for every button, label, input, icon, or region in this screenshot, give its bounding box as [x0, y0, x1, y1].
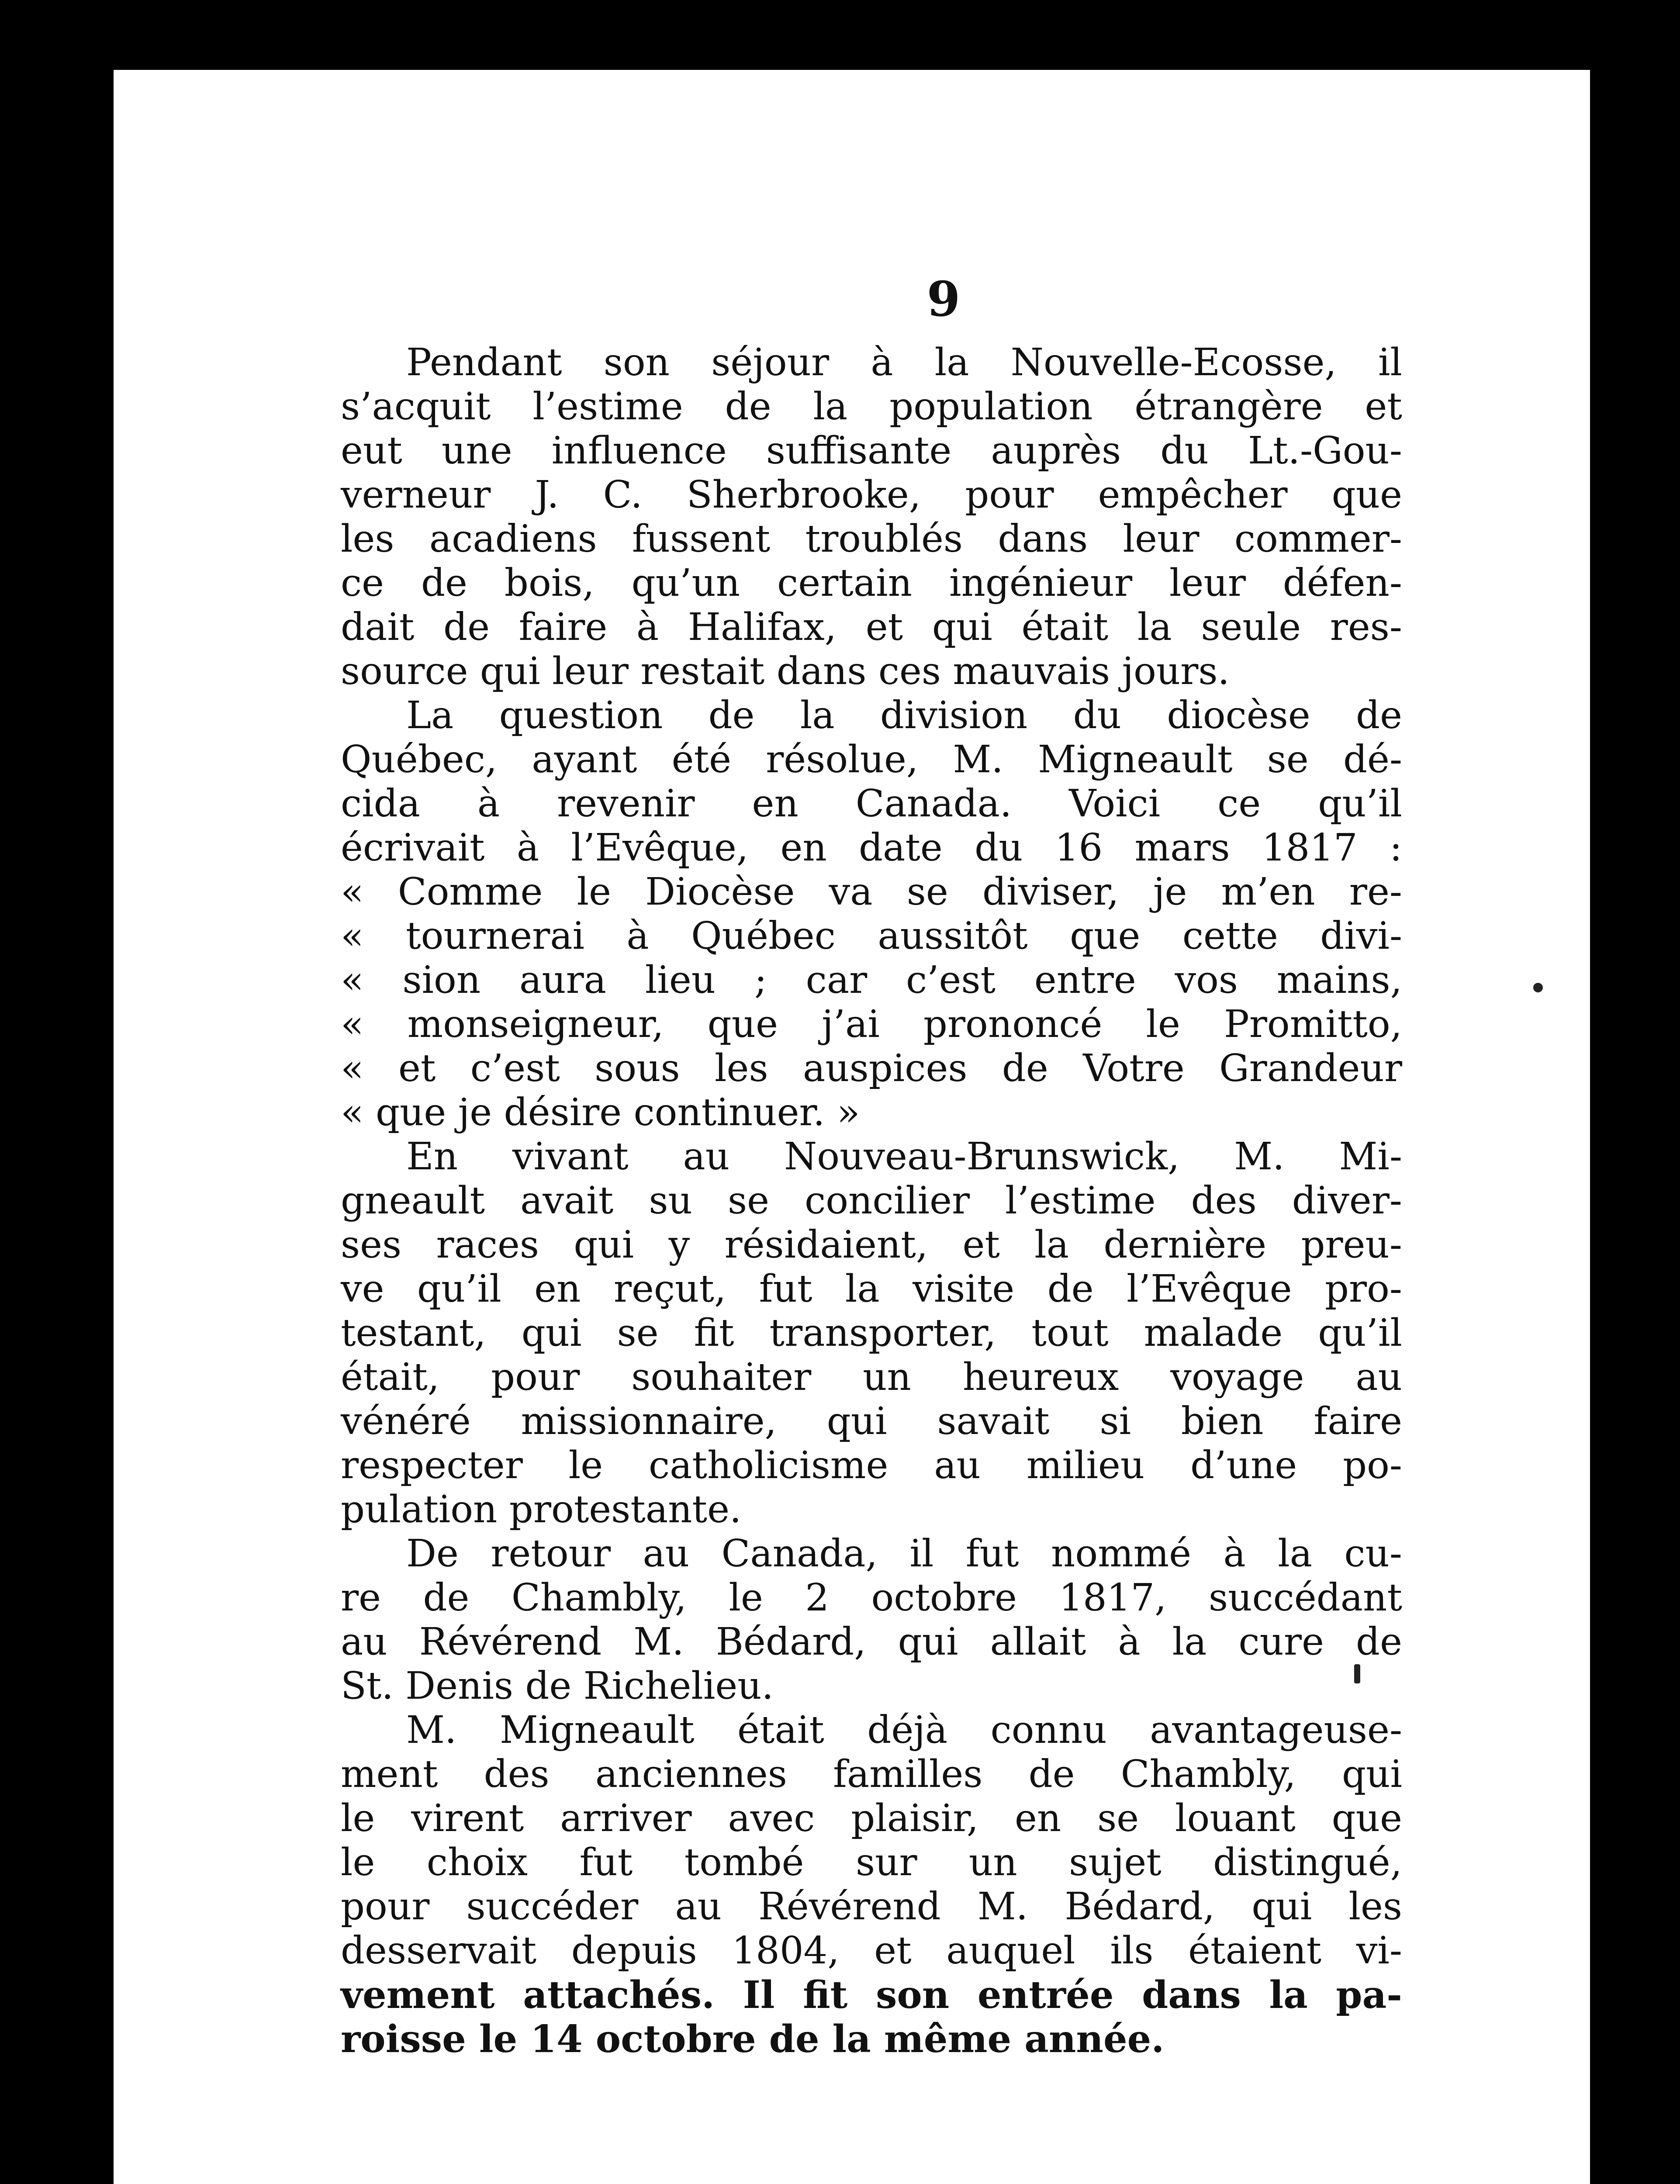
text-line: « monseigneur, que j’ai prononcé le Promitto, — [341, 1002, 1402, 1046]
text-line: pulation protestante. — [341, 1488, 742, 1531]
text-line: le virent arriver avec plaisir, en se louant que — [341, 1797, 1402, 1840]
text-line: source qui leur restait dans ces mauvais jours. — [341, 650, 1230, 693]
text-line: M. Migneault était déjà connu avantageuse- — [406, 1708, 1402, 1752]
binding-mark — [83, 1918, 114, 1931]
body-text — [341, 341, 1402, 2061]
text-line: cida à revenir en Canada. Voici ce qu’il — [341, 782, 1402, 826]
text-line: s’acquit l’estime de la population étrangère et — [341, 385, 1402, 429]
scanned-page — [114, 70, 1590, 2184]
page-number: 9 — [926, 271, 961, 327]
text-line: était, pour souhaiter un heureux voyage au — [341, 1355, 1402, 1399]
text-line: « Comme le Diocèse va se diviser, je m’en re- — [341, 870, 1402, 914]
text-line: « sion aura lieu ; car c’est entre vos mains, — [341, 958, 1402, 1002]
text-line: St. Denis de Richelieu. — [341, 1664, 774, 1708]
text-line: desservait depuis 1804, et auquel ils étaient vi- — [341, 1929, 1402, 1973]
binding-mark — [83, 1533, 114, 1551]
text-line: pour succéder au Révérend M. Bédard, qui les — [341, 1885, 1402, 1928]
text-line: le choix fut tombé sur un sujet distingué, — [341, 1841, 1402, 1884]
text-line: dait de faire à Halifax, et qui était la seule res- — [341, 605, 1402, 649]
text-line: les acadiens fussent troublés dans leur commer- — [341, 517, 1402, 561]
text-line: ses races qui y résidaient, et la dernière preu- — [341, 1223, 1402, 1267]
text-line: re de Chambly, le 2 octobre 1817, succédant — [341, 1576, 1402, 1620]
text-line: Pendant son séjour à la Nouvelle-Ecosse, il — [406, 341, 1402, 384]
text-line: En vivant au Nouveau-Brunswick, M. Mi- — [406, 1135, 1402, 1178]
text-line: vement attachés. Il fit son entrée dans la pa- — [341, 1973, 1402, 2017]
binding-edge — [87, 70, 114, 2184]
text-line: roisse le 14 octobre de la même année. — [341, 2017, 1165, 2061]
text-line: ment des anciennes familles de Chambly, qui — [341, 1752, 1402, 1796]
speck — [1354, 1664, 1360, 1683]
text-line: « et c’est sous les auspices de Votre Grandeur — [341, 1047, 1402, 1090]
binding-mark — [83, 712, 114, 729]
text-line: vénéré missionnaire, qui savait si bien faire — [341, 1400, 1402, 1443]
text-line: « que je désire continuer. » — [341, 1091, 860, 1134]
text-line: La question de la division du diocèse de — [406, 694, 1402, 737]
text-line: gneault avait su se concilier l’estime des diver- — [341, 1179, 1402, 1223]
text-line: De retour au Canada, il fut nommé à la cu- — [406, 1532, 1402, 1576]
text-line: écrivait à l’Evêque, en date du 16 mars 1817 : — [341, 826, 1402, 870]
binding-mark — [79, 332, 109, 349]
text-line: eut une influence suffisante auprès du Lt.-Gou- — [341, 429, 1402, 473]
speck — [1533, 983, 1543, 992]
text-line: Québec, ayant été résolue, M. Migneault se dé- — [341, 738, 1402, 781]
text-line: au Révérend M. Bédard, qui allait à la cure de — [341, 1620, 1402, 1664]
text-line: respecter le catholicisme au milieu d’une po- — [341, 1444, 1402, 1487]
text-line: ve qu’il en reçut, fut la visite de l’Evêque pro- — [341, 1267, 1402, 1311]
text-line: « tournerai à Québec aussitôt que cette divi- — [341, 914, 1402, 958]
text-line: ce de bois, qu’un certain ingénieur leur défen- — [341, 561, 1402, 605]
text-line: testant, qui se fit transporter, tout malade qu’il — [341, 1311, 1402, 1355]
text-line: verneur J. C. Sherbrooke, pour empêcher que — [341, 473, 1402, 517]
